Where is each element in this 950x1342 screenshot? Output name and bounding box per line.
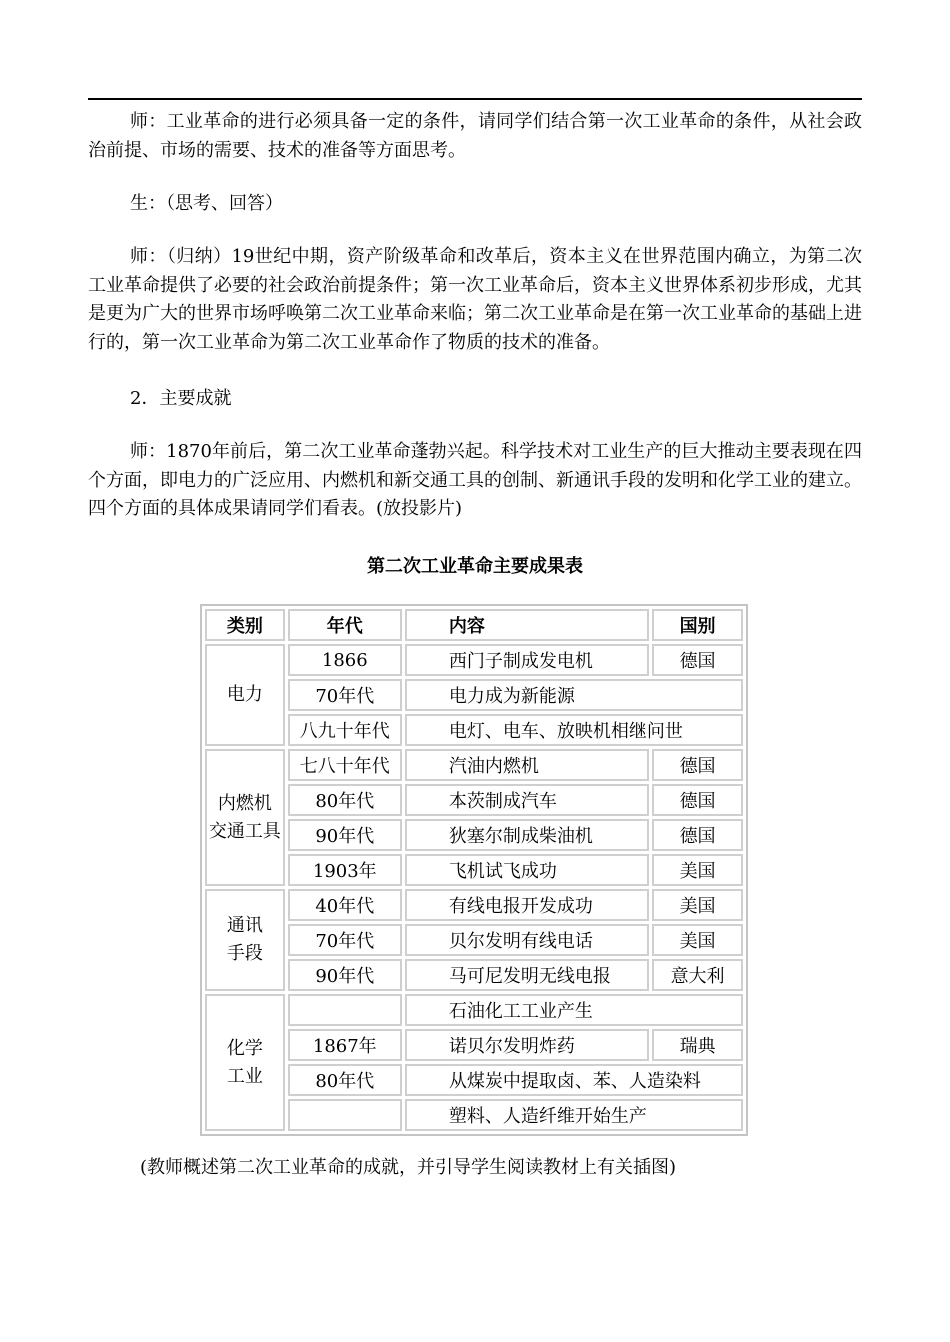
- header-category: 类别: [205, 609, 285, 641]
- section-heading-achievements: 2．主要成就: [130, 388, 232, 409]
- category-chemical: [205, 994, 285, 1131]
- country-cell: 德国: [652, 819, 743, 851]
- header-country: 国别: [652, 609, 743, 641]
- table-row: [205, 889, 743, 921]
- category-comm-line1: 通讯: [226, 915, 263, 936]
- era-cell: 70年代: [288, 924, 402, 956]
- content-cell: 有线电报开发成功: [405, 889, 649, 921]
- category-chem-line1: 化学: [226, 1037, 263, 1059]
- paragraph-teacher-question: 师：工业革命的进行必须具备一定的条件，请同学们结合第一次工业革命的条件，从社会政治前提、市场的需要、技术的准备等方面思考。: [88, 111, 862, 161]
- era-cell: 七八十年代: [288, 749, 402, 781]
- country-cell: 德国: [652, 784, 743, 816]
- content-cell: 电力成为新能源: [405, 679, 743, 711]
- category-comm-line2: 手段: [226, 943, 263, 964]
- content-cell: 电灯、电车、放映机相继问世: [405, 714, 743, 746]
- era-cell: [288, 1099, 402, 1131]
- table-row: [205, 854, 743, 886]
- paragraph-teacher-summary: 师：（归纳）19世纪中期，资产阶级革命和改革后，资本主义在世界范围内确立，为第二次工业革命提供了必要的社会政治前提条件；第一次工业革命后，资本主义世界体系初步形成，尤其是更为广大的世界市场呼唤第二次工业革命来临；第二次工业革命是在第一次工业革命的基础上进行的，第一次工业革命为第二次工业革命作了物质的技术的准备。: [88, 246, 862, 353]
- table-caption: (教师概述第二次工业革命的成就，并引导学生阅读教材上有关插图): [140, 1157, 677, 1178]
- era-cell: 90年代: [288, 819, 402, 851]
- country-cell: 德国: [652, 644, 743, 676]
- table-row: [205, 1099, 743, 1131]
- paragraph-teacher-achievements: 师：1870年前后，第二次工业革命蓬勃兴起。科学技术对工业生产的巨大推动主要表现在四个方面，即电力的广泛应用、内燃机和新交通工具的创制、新通讯手段的发明和化学工业的建立。四个方面的具体成果请同学们看表。(放投影片): [88, 441, 862, 519]
- country-cell: 德国: [652, 749, 743, 781]
- header-content: 内容: [405, 609, 649, 641]
- era-cell: 70年代: [288, 679, 402, 711]
- table-row: [205, 1064, 743, 1096]
- table-row: [205, 819, 743, 851]
- table-row: [205, 749, 743, 781]
- table-row: [205, 924, 743, 956]
- top-rule: [88, 98, 862, 100]
- content-cell: 飞机试飞成功: [405, 854, 649, 886]
- category-engine-line1: 内燃机: [217, 792, 272, 814]
- content-cell: 诺贝尔发明炸药: [405, 1029, 649, 1061]
- category-chem-line2: 工业: [226, 1065, 263, 1087]
- country-cell: 美国: [652, 924, 743, 956]
- table-row: [205, 1029, 743, 1061]
- header-era: 年代: [288, 609, 402, 641]
- paragraph-student-answer: 生：（思考、回答）: [130, 193, 283, 214]
- country-cell: 瑞典: [652, 1029, 743, 1061]
- country-cell: 美国: [652, 854, 743, 886]
- country-cell: 意大利: [652, 959, 743, 991]
- content-cell: 塑料、人造纤维开始生产: [405, 1099, 743, 1131]
- table-row: [205, 714, 743, 746]
- category-communication: [205, 889, 285, 991]
- achievements-table: [200, 604, 748, 1136]
- content-cell: 狄塞尔制成柴油机: [405, 819, 649, 851]
- table-row: [205, 994, 743, 1026]
- table-header-row: [205, 609, 743, 641]
- content-cell: 马可尼发明无线电报: [405, 959, 649, 991]
- category-engine: [205, 749, 285, 886]
- era-cell: 1866: [288, 644, 402, 676]
- table-row: [205, 784, 743, 816]
- content-cell: 石油化工工业产生: [405, 994, 743, 1026]
- era-cell: 1903年: [288, 854, 402, 886]
- table-title: 第二次工业革命主要成果表: [367, 556, 583, 577]
- era-cell: 80年代: [288, 1064, 402, 1096]
- era-cell: 1867年: [288, 1029, 402, 1061]
- era-cell: [288, 994, 402, 1026]
- content-cell: 西门子制成发电机: [405, 644, 649, 676]
- content-cell: 从煤炭中提取卤、苯、人造染料: [405, 1064, 743, 1096]
- content-cell: 汽油内燃机: [405, 749, 649, 781]
- era-cell: 40年代: [288, 889, 402, 921]
- category-electric: 电力: [205, 644, 285, 746]
- country-cell: 美国: [652, 889, 743, 921]
- table-row: [205, 959, 743, 991]
- category-engine-line2: 交通工具: [208, 820, 281, 842]
- content-cell: 本茨制成汽车: [405, 784, 649, 816]
- table-row: [205, 679, 743, 711]
- content-cell: 贝尔发明有线电话: [405, 924, 649, 956]
- era-cell: 80年代: [288, 784, 402, 816]
- era-cell: 90年代: [288, 959, 402, 991]
- era-cell: 八九十年代: [288, 714, 402, 746]
- table-row: [205, 644, 743, 676]
